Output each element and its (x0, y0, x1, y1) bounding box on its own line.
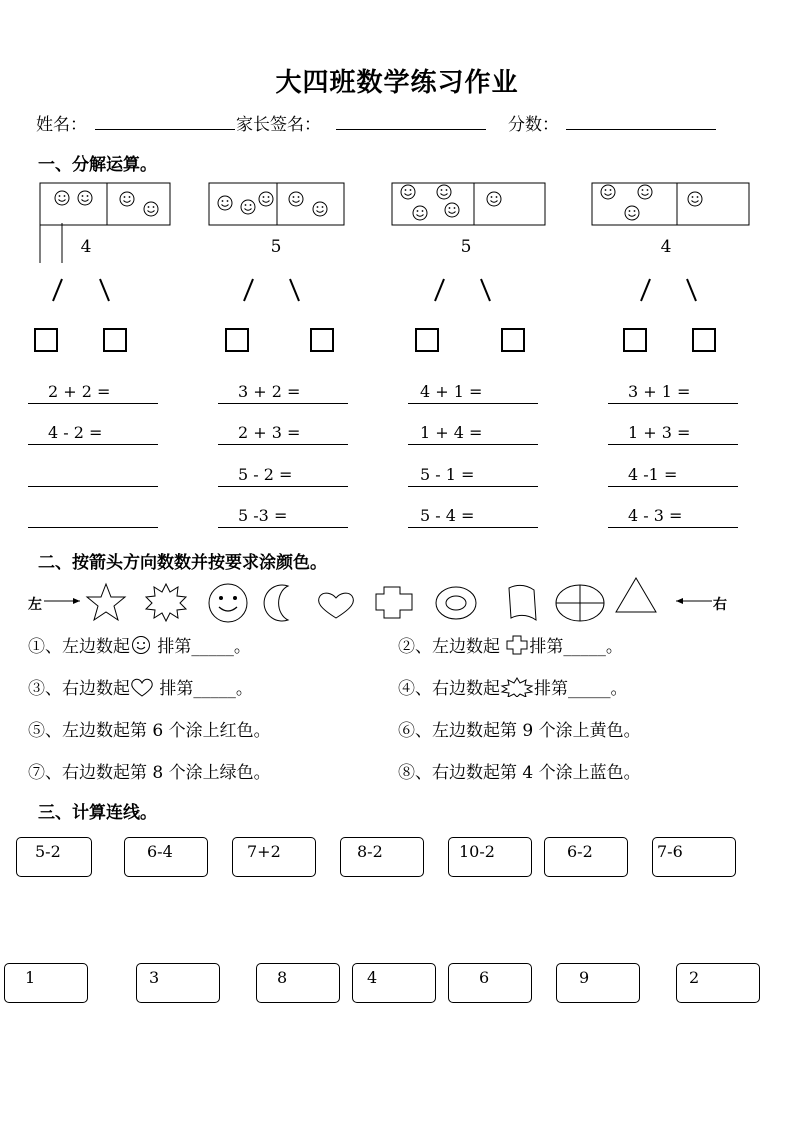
group3-part-a-box[interactable] (415, 328, 439, 352)
group1-part-a-box[interactable] (34, 328, 58, 352)
group3-part-b-box[interactable] (501, 328, 525, 352)
right-label: 右 (713, 597, 727, 613)
section2-heading: 二、按箭头方向数数并按要求涂颜色。 (38, 553, 327, 573)
group3-eq3[interactable]: 5 - 1 = (408, 465, 538, 487)
group1-eq1[interactable]: 2 + 2 = (28, 382, 158, 404)
question-1 (28, 632, 251, 657)
answer-box-3[interactable]: 8 (256, 963, 340, 1003)
group2-eq4[interactable]: 5 -3 = (218, 506, 348, 528)
question-3-suffix: 排第_____。 (159, 679, 253, 699)
group1-eq3[interactable] (28, 465, 158, 487)
flag-icon (509, 585, 536, 620)
star-icon (87, 584, 125, 620)
answer-box-5[interactable]: 6 (448, 963, 532, 1003)
question-1-prefix: ①、左边数起 (28, 637, 130, 657)
arrow-left-icon (676, 598, 712, 604)
smiley-face-icon (130, 635, 152, 655)
left-label: 左 (28, 597, 42, 613)
question-2-suffix: 排第_____。 (529, 637, 623, 657)
calc-box-7[interactable]: 7-6 (652, 837, 736, 877)
group4-eq1[interactable]: 3 + 1 = (608, 382, 738, 404)
group3-eq4[interactable]: 5 - 4 = (408, 506, 538, 528)
group2-part-b-box[interactable] (310, 328, 334, 352)
picture-box-1 (40, 183, 170, 263)
group1-eq2[interactable]: 4 - 2 = (28, 423, 158, 445)
group4-eq4[interactable]: 4 - 3 = (608, 506, 738, 528)
quartered-circle-icon (556, 585, 604, 621)
name-label: 姓名： (36, 115, 87, 135)
group4-part-b-box[interactable] (692, 328, 716, 352)
question-2-prefix: ②、左边数起 (398, 637, 500, 657)
group4-part-a-box[interactable] (623, 328, 647, 352)
section3-heading: 三、计算连线。 (38, 803, 157, 823)
calc-box-5[interactable]: 10-2 (448, 837, 532, 877)
split-lines (0, 275, 794, 305)
question-3 (28, 674, 253, 699)
heart-icon (319, 593, 354, 618)
question-7: ⑦、右边数起第 8 个涂上绿色。 (28, 763, 271, 783)
parent-signature-field[interactable] (336, 129, 486, 130)
calc-box-6[interactable]: 6-2 (544, 837, 628, 877)
page-title: 大四班数学练习作业 (275, 68, 519, 98)
calc-box-2[interactable]: 6-4 (124, 837, 208, 877)
shape-row (0, 572, 794, 630)
calc-box-3[interactable]: 7+2 (232, 837, 316, 877)
ring-icon (436, 587, 476, 619)
answer-box-6[interactable]: 9 (556, 963, 640, 1003)
heart-icon (130, 677, 154, 697)
answer-box-2[interactable]: 3 (136, 963, 220, 1003)
group2-part-a-box[interactable] (225, 328, 249, 352)
question-1-suffix: 排第_____。 (157, 637, 251, 657)
parent-signature-label: 家长签名： (236, 115, 321, 135)
group1-eq4[interactable] (28, 506, 158, 528)
question-4 (398, 674, 628, 699)
moon-icon (264, 585, 288, 621)
burst-icon (500, 677, 534, 697)
answer-box-4[interactable]: 4 (352, 963, 436, 1003)
answer-box-1[interactable]: 1 (4, 963, 88, 1003)
picture-box-2 (209, 183, 344, 225)
group2-total: 5 (270, 237, 282, 257)
group3-total: 5 (460, 237, 472, 257)
group1-total: 4 (80, 237, 92, 257)
group1-part-b-box[interactable] (103, 328, 127, 352)
group3-eq1[interactable]: 4 + 1 = (408, 382, 538, 404)
group2-eq1[interactable]: 3 + 2 = (218, 382, 348, 404)
question-8: ⑧、右边数起第 4 个涂上蓝色。 (398, 763, 641, 783)
score-label: 分数： (508, 115, 559, 135)
name-field[interactable] (95, 129, 235, 130)
group2-eq3[interactable]: 5 - 2 = (218, 465, 348, 487)
picture-box-4 (592, 183, 749, 225)
question-4-prefix: ④、右边数起 (398, 679, 500, 699)
question-2 (398, 632, 623, 657)
section1-heading: 一、分解运算。 (38, 155, 157, 175)
group3-eq2[interactable]: 1 + 4 = (408, 423, 538, 445)
triangle-icon (616, 578, 656, 612)
question-6: ⑥、左边数起第 9 个涂上黄色。 (398, 721, 641, 741)
group4-eq2[interactable]: 1 + 3 = (608, 423, 738, 445)
arrow-right-icon (44, 598, 80, 604)
cross-icon (376, 587, 412, 618)
question-5: ⑤、左边数起第 6 个涂上红色。 (28, 721, 271, 741)
calc-box-1[interactable]: 5-2 (16, 837, 92, 877)
picture-box-3 (392, 183, 545, 225)
group4-total: 4 (660, 237, 672, 257)
question-4-suffix: 排第_____。 (534, 679, 628, 699)
score-field[interactable] (566, 129, 716, 130)
group2-eq2[interactable]: 2 + 3 = (218, 423, 348, 445)
burst-icon (146, 584, 186, 621)
group4-eq3[interactable]: 4 -1 = (608, 465, 738, 487)
cross-icon (505, 634, 529, 656)
calc-box-4[interactable]: 8-2 (340, 837, 424, 877)
question-3-prefix: ③、右边数起 (28, 679, 130, 699)
answer-box-7[interactable]: 2 (676, 963, 760, 1003)
smiley-face-icon (209, 584, 247, 622)
